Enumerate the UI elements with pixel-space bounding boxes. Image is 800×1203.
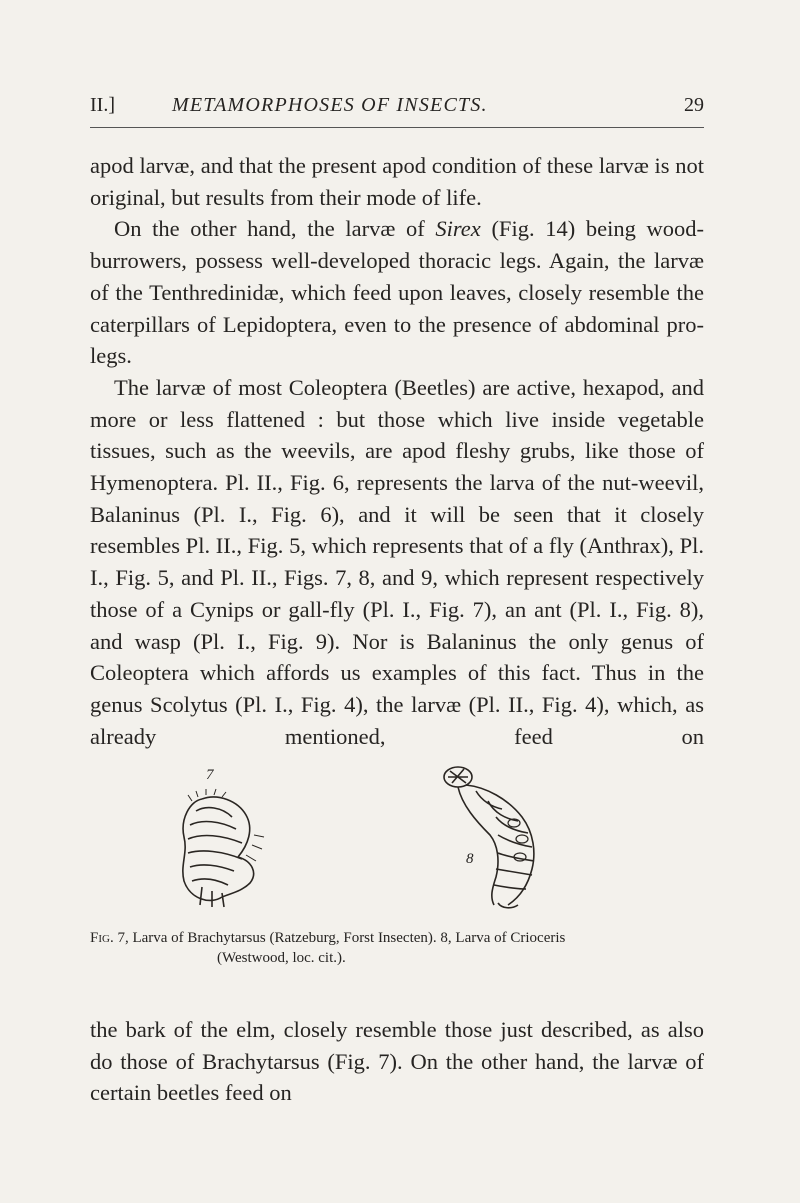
caption-line-2: (Westwood, loc. cit.). (217, 950, 346, 966)
body-text-lower (90, 1014, 704, 1109)
paragraph-4: the bark of the elm, closely resemble those just described, as also do those of Brachytarsus (Fig. 7). On the other hand, the larvæ of certain beetles feed on (90, 1017, 704, 1106)
figure-larvae (90, 765, 704, 915)
figure-label-8: 8 (466, 851, 474, 867)
caption-line-1 (90, 928, 704, 948)
figure-label-7: 7 (206, 767, 214, 783)
header-rule (90, 127, 704, 128)
larva-crioceris-illustration (436, 765, 556, 910)
chapter-number: II.] (90, 94, 115, 116)
paragraph-2-body: being wood-burrowers, possess well-developed thoracic legs. Again, the larvæ of the Tenthredinidæ, which feed upon leaves, closely resemble the caterpillars of Lepidoptera, even to the presence of abdominal pro-legs. (90, 216, 705, 369)
italic-genus-sirex: Sirex (435, 216, 481, 242)
paragraph-2 (90, 213, 704, 372)
paragraph-3: The larvæ of most Coleoptera (Beetles) are active, hexapod, and more or less flattened : but those which live inside vegetable tissues, such as the weevils, are apod fleshy grubs, like those of Hymenoptera. Pl. II., Fig. 6, represents the larva of the nut-weevil, Balaninus (Pl. I., Fig. 6), and it will be seen that it closely resembles Pl. II., Fig. 5, which represents that of a fly (Anthrax), Pl. I., Fig. 5, and Pl. II., Figs. 7, 8, and 9, which represent respectively those of a Cynips or gall-fly (Pl. I., Fig. 7), an ant (Pl. I., Fig. 8), and wasp (Pl. I., Fig. 9). Nor is Balaninus the only genus of Coleoptera which affords us examples of this fact. Thus in the genus Scolytus (Pl. I., Fig. 4), the larvæ (Pl. II., Fig. 4), which, as already mentioned, feed on (90, 374, 704, 749)
paragraph-2-lead: On the other hand, the larvæ of (114, 216, 425, 242)
caption-fig-number: Fig. 7, (90, 930, 129, 946)
page-number: 29 (684, 94, 704, 116)
caption-line-1-text: Larva of Brachytarsus (Ratzeburg, Forst Insecten). 8, Larva of Crioceris (132, 930, 566, 946)
running-header (90, 94, 704, 124)
paragraph-2-fig-ref: (Fig. 14) (491, 216, 576, 242)
body-text-upper (90, 150, 704, 752)
figure-caption (90, 928, 704, 968)
paragraph-1: apod larvæ, and that the present apod condition of these larvæ is not original, but results from their mode of life. (90, 153, 704, 210)
larva-brachytarsus-illustration (162, 765, 282, 910)
running-title: METAMORPHOSES OF INSECTS. (172, 94, 488, 116)
